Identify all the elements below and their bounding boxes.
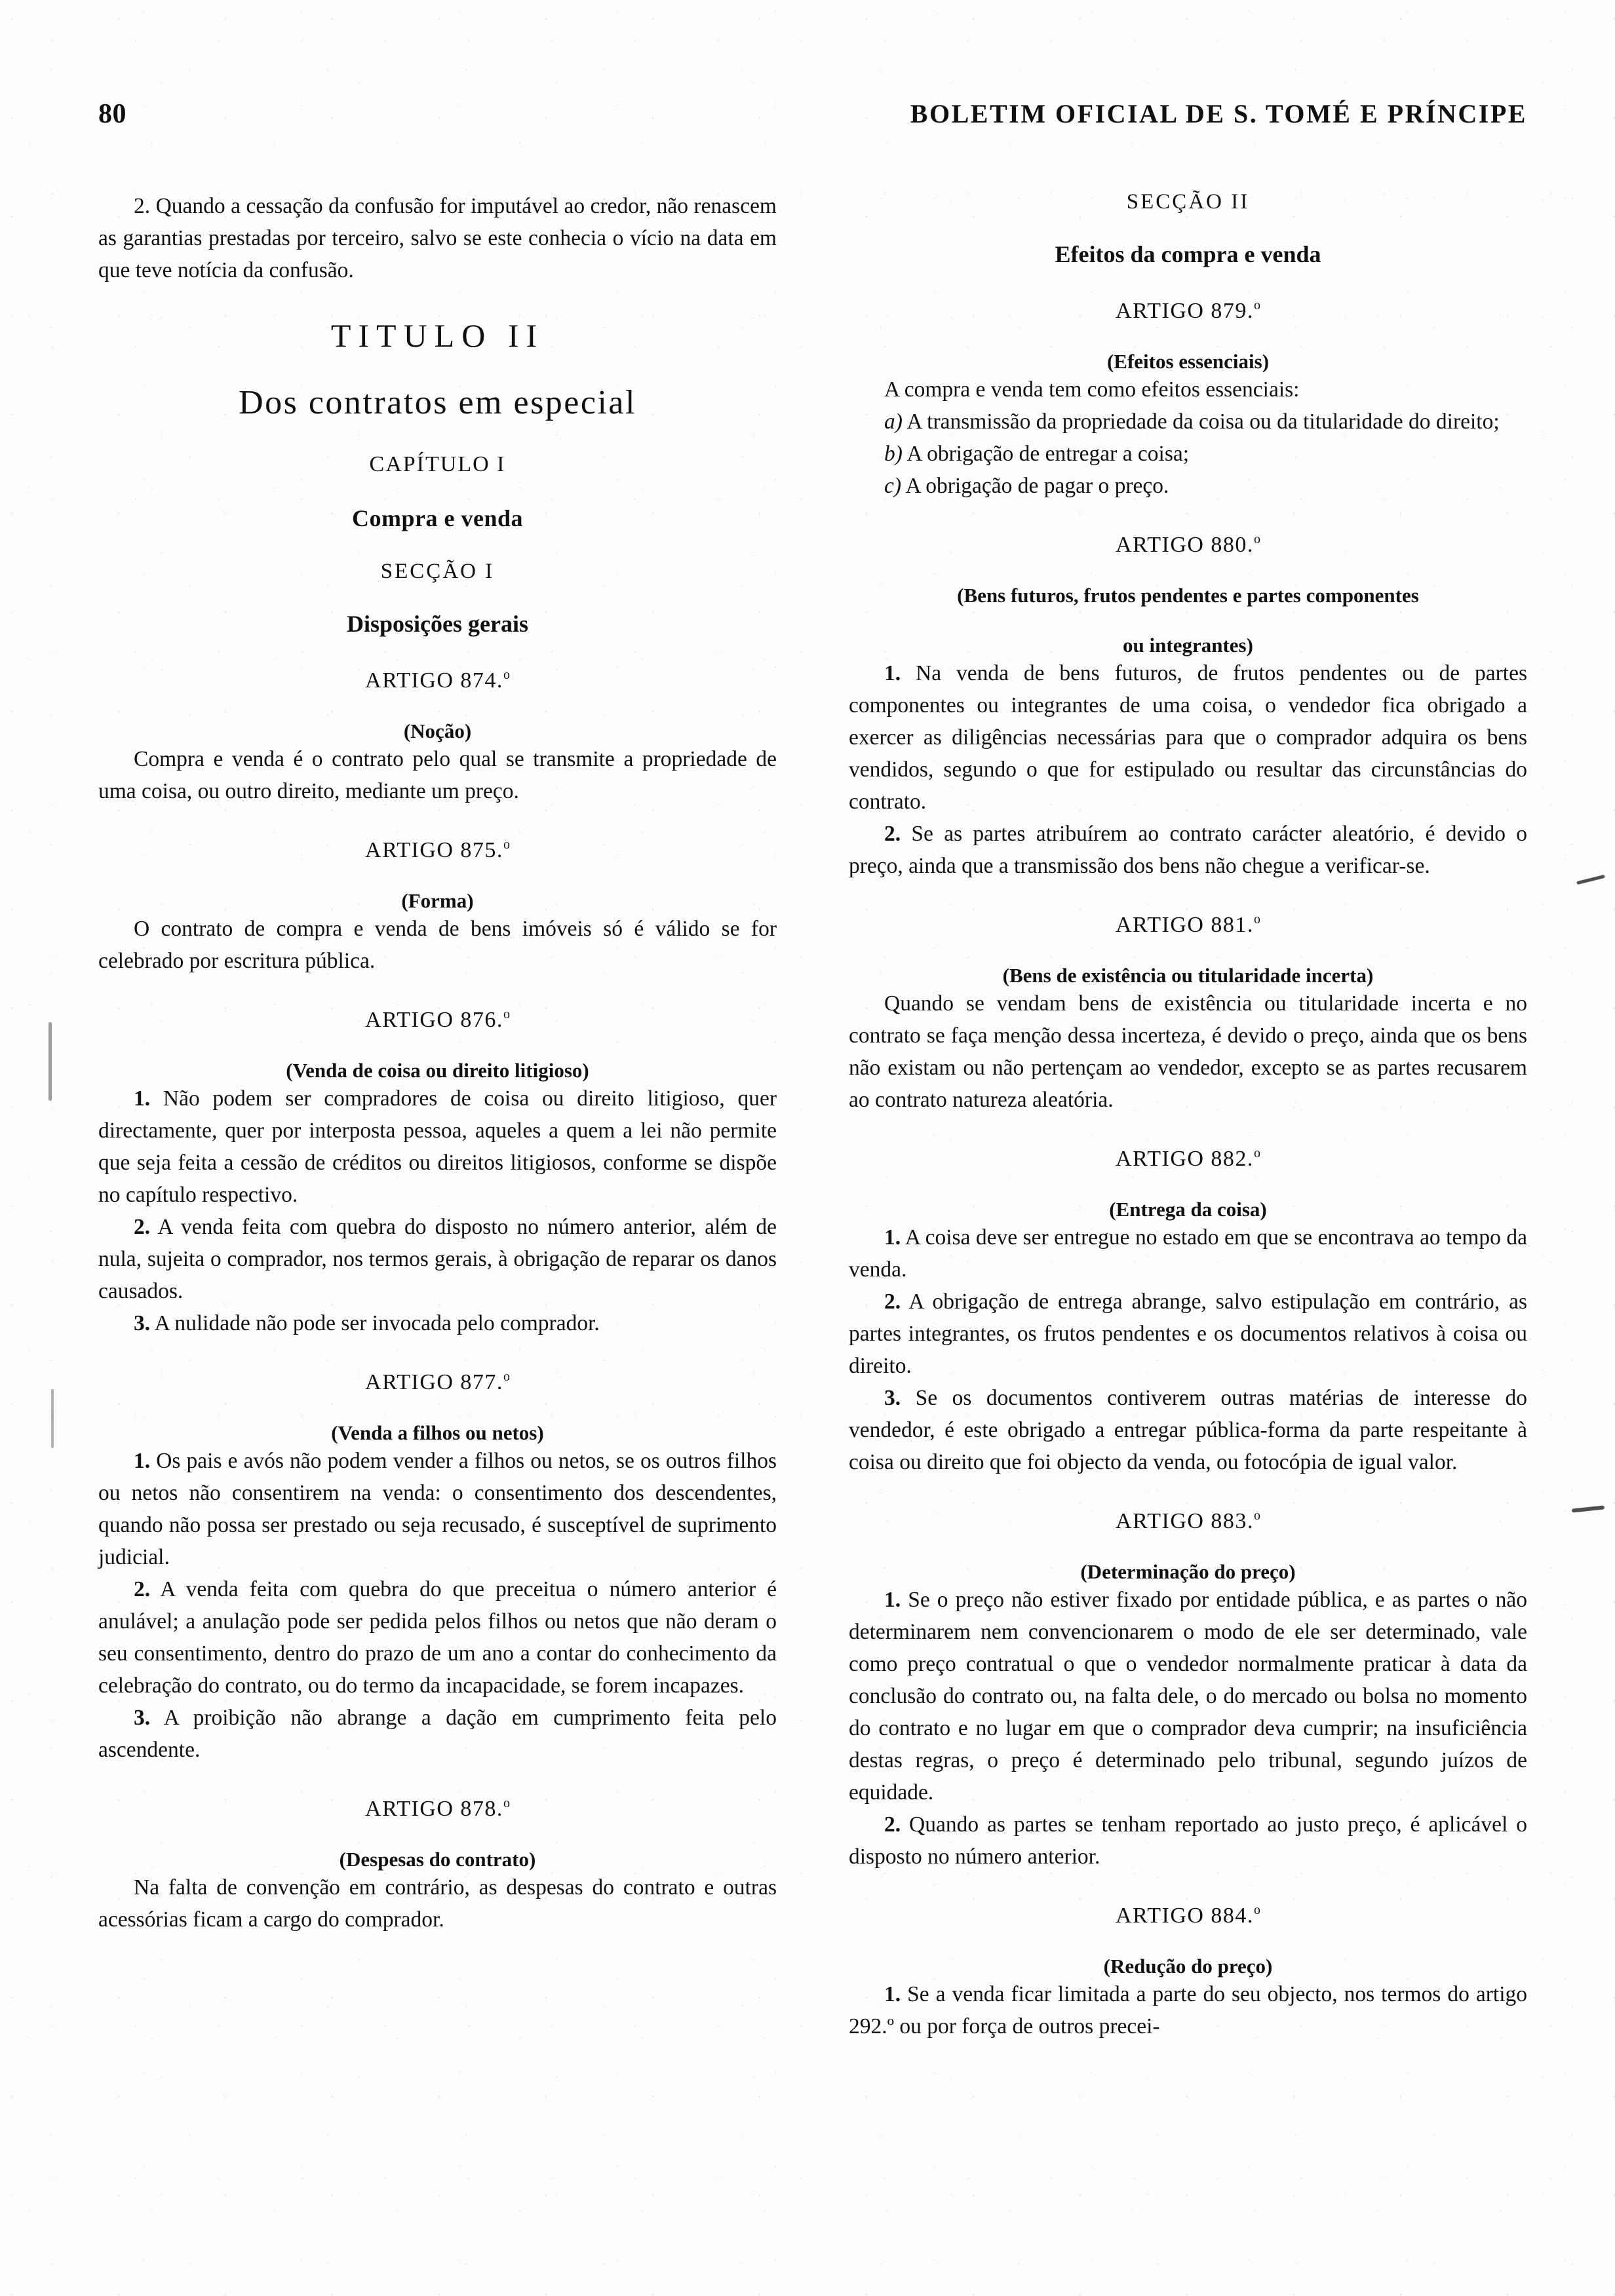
clause-number: 3. bbox=[884, 1386, 901, 1410]
article-body-878: Na falta de convenção em contrário, as despesas do contrato e outras acessórias ficam a cargo do comprador. bbox=[98, 1875, 777, 1932]
clause-text: Se as partes atribuírem ao contrato carácter aleatório, é devido o preço, ainda que a transmissão dos bens não chegue a verificar-se. bbox=[849, 822, 1527, 878]
article-heading-884: ARTIGO 884.$^o$ bbox=[1116, 1903, 1260, 1928]
article-body-881: Quando se vendam bens de existência ou titularidade incerta e no contrato se faça menção dessa incerteza, é devido o preço, ainda que os bens não existam ou não pertençam ao vendedor, excepto se as partes recusarem ao contrato natureza aleatória. bbox=[849, 991, 1527, 1112]
article-heading-883: ARTIGO 883.$^o$ bbox=[1116, 1508, 1260, 1533]
scan-edge-mark bbox=[1572, 1505, 1605, 1512]
chapter-heading: CAPÍTULO I bbox=[369, 452, 506, 476]
article-lead-879: A compra e venda tem como efeitos essenciais: bbox=[884, 377, 1300, 402]
article-body-875: O contrato de compra e venda de bens imóveis só é válido se for celebrado por escritura pública. bbox=[98, 917, 777, 973]
scan-edge-mark bbox=[51, 1389, 54, 1448]
clause-text: Se a venda ficar limitada a parte do seu objecto, nos termos do artigo 292.º ou por força de outros precei- bbox=[849, 1982, 1527, 2038]
article-clause bbox=[849, 1221, 1527, 1286]
section-name-heading-2: Efeitos da compra e venda bbox=[1055, 241, 1321, 267]
article-clause bbox=[849, 657, 1527, 818]
section-heading: SECÇÃO I bbox=[380, 560, 495, 583]
clause-text: A obrigação de pagar o preço. bbox=[901, 474, 1169, 498]
article-epigraph-883: (Determinação do preço) bbox=[1080, 1560, 1296, 1583]
article-clause bbox=[98, 1445, 777, 1573]
page-header bbox=[98, 98, 1527, 130]
article-epigraph-879: (Efeitos essenciais) bbox=[1106, 350, 1270, 373]
clause-number: 1. bbox=[884, 1225, 901, 1250]
clause-number: 1. bbox=[134, 1086, 151, 1111]
article-clause bbox=[98, 1307, 777, 1339]
article-clause bbox=[849, 818, 1527, 882]
two-column-body bbox=[98, 190, 1527, 2234]
clause-number: 1. bbox=[884, 1588, 901, 1612]
scan-edge-mark bbox=[1576, 875, 1605, 885]
clause-text: A obrigação de entregar a coisa; bbox=[902, 442, 1190, 466]
article-epigraph-881: (Bens de existência ou titularidade incerta) bbox=[1002, 964, 1374, 987]
publication-masthead: BOLETIM OFICIAL DE S. TOMÉ E PRÍNCIPE bbox=[910, 99, 1527, 128]
article-clause bbox=[98, 1573, 777, 1702]
title-heading: TITULO II bbox=[330, 317, 545, 354]
clause-text: A venda feita com quebra do disposto no número anterior, além de nula, sujeita o comprador, nos termos gerais, à obrigação de reparar os danos causados. bbox=[98, 1215, 777, 1303]
title-name-heading: Dos contratos em especial bbox=[239, 384, 636, 421]
article-heading-874: ARTIGO 874.$^o$ bbox=[365, 668, 510, 693]
section-heading-2: SECÇÃO II bbox=[1126, 190, 1250, 214]
article-heading-876: ARTIGO 876.$^o$ bbox=[365, 1007, 510, 1032]
article-clause bbox=[849, 1808, 1527, 1873]
clause-number: 2. bbox=[134, 1577, 151, 1601]
left-column bbox=[98, 190, 777, 2234]
article-epigraph-875: (Forma) bbox=[401, 889, 474, 912]
clause-number: 2. bbox=[884, 1812, 901, 1837]
article-clause bbox=[98, 1082, 777, 1211]
article-clause bbox=[849, 1978, 1527, 2042]
article-epigraph-880-line2: ou integrantes) bbox=[1123, 634, 1253, 657]
clause-text: Na venda de bens futuros, de frutos pendentes ou de partes componentes ou integrantes de uma coisa, o vendedor fica obrigado a exercer as diligências necessárias para que o comprador adquira os bens vendidos, segundo o que for estipulado ou resultar das circunstâncias do contrato. bbox=[849, 661, 1527, 814]
clause-text: A transmissão da propriedade da coisa ou da titularidade do direito; bbox=[902, 410, 1500, 434]
clause-text: A obrigação de entrega abrange, salvo estipulação em contrário, as partes integrantes, os frutos pendentes e os documentos relativos à coisa ou direito. bbox=[849, 1290, 1527, 1378]
article-epigraph-884: (Redução do preço) bbox=[1103, 1955, 1273, 1978]
article-epigraph-874: (Noção) bbox=[403, 719, 472, 742]
clause-number: 3. bbox=[134, 1706, 151, 1730]
continued-paragraph: 2. Quando a cessação da confusão for imputável ao credor, não renascem as garantias prestadas por terceiro, salvo se este conhecia o vício na data em que teve notícia da confusão. bbox=[98, 194, 777, 282]
article-lettered-clause bbox=[849, 470, 1527, 502]
scan-edge-mark bbox=[49, 1022, 52, 1101]
clause-number: 2. bbox=[884, 822, 901, 846]
chapter-name-heading: Compra e venda bbox=[352, 505, 523, 531]
clause-letter: c) bbox=[884, 474, 902, 498]
section-name-heading: Disposições gerais bbox=[347, 611, 528, 637]
article-heading-880: ARTIGO 880.$^o$ bbox=[1116, 532, 1260, 557]
clause-text: A venda feita com quebra do que preceitua o número anterior é anulável; a anulação pode ser pedida pelos filhos ou netos que não deram o seu consentimento, dentro do prazo de um ano a contar do conhecimento da celebração do contrato, ou do termo da incapacidade, se forem incapazes. bbox=[98, 1577, 777, 1698]
article-clause bbox=[849, 1584, 1527, 1808]
clause-text: Não podem ser compradores de coisa ou direito litigioso, quer directamente, quer por interposta pessoa, aqueles a quem a lei não permite que seja feita a cessão de créditos ou direitos litigiosos, conforme se dispõe no capítulo respectivo. bbox=[98, 1086, 777, 1207]
article-epigraph-876: (Venda de coisa ou direito litigioso) bbox=[286, 1059, 589, 1082]
clause-text: Quando as partes se tenham reportado ao justo preço, é aplicável o disposto no número anterior. bbox=[849, 1812, 1527, 1869]
article-epigraph-877: (Venda a filhos ou netos) bbox=[331, 1421, 544, 1444]
article-clause bbox=[98, 1211, 777, 1307]
clause-letter: a) bbox=[884, 410, 903, 434]
article-heading-882: ARTIGO 882.$^o$ bbox=[1116, 1146, 1260, 1171]
clause-number: 3. bbox=[134, 1311, 151, 1335]
article-lettered-clause bbox=[849, 438, 1527, 470]
article-epigraph-882: (Entrega da coisa) bbox=[1109, 1198, 1267, 1221]
clause-text: Os pais e avós não podem vender a filhos ou netos, se os outros filhos ou netos não consentirem na venda: o consentimento dos descendentes, quando não possa ser prestado ou seja recusado, é susceptível de suprimento judicial. bbox=[98, 1449, 777, 1569]
clause-number: 1. bbox=[884, 1982, 901, 2006]
clause-number: 2. bbox=[884, 1290, 901, 1314]
article-lettered-clause bbox=[849, 406, 1527, 438]
article-clause bbox=[849, 1382, 1527, 1478]
article-heading-881: ARTIGO 881.$^o$ bbox=[1116, 912, 1260, 937]
clause-number: 1. bbox=[134, 1449, 151, 1473]
article-heading-877: ARTIGO 877.$^o$ bbox=[365, 1369, 510, 1394]
clause-text: Se o preço não estiver fixado por entidade pública, e as partes o não determinarem nem convencionarem o modo de ele ser determinado, vale como preço contratual o que o vendedor normalmente praticar à data da conclusão do contrato ou, na falta dele, o do mercado ou bolsa no momento do contrato e no lugar em que o comprador deva cumprir; na insuficiência destas regras, o preço é determinado pelo tribunal, segundo juízos de equidade. bbox=[849, 1588, 1527, 1805]
page-number: 80 bbox=[98, 99, 126, 129]
article-body-874: Compra e venda é o contrato pelo qual se transmite a propriedade de uma coisa, ou outro direito, mediante um preço. bbox=[98, 747, 777, 803]
clause-number: 2. bbox=[134, 1215, 151, 1239]
article-epigraph-878: (Despesas do contrato) bbox=[339, 1848, 536, 1871]
clause-text: A coisa deve ser entregue no estado em que se encontrava ao tempo da venda. bbox=[849, 1225, 1527, 1282]
right-column bbox=[849, 190, 1527, 2234]
article-clause bbox=[98, 1702, 777, 1766]
article-heading-879: ARTIGO 879.$^o$ bbox=[1116, 298, 1260, 323]
article-heading-875: ARTIGO 875.$^o$ bbox=[365, 837, 510, 862]
article-epigraph-880-line1: (Bens futuros, frutos pendentes e partes componentes bbox=[957, 584, 1419, 607]
clause-text: Se os documentos contiverem outras matérias de interesse do vendedor, é este obrigado a entregar pública-forma da parte respeitante à coisa ou direito que foi objecto da venda, ou fotocópia de igual valor. bbox=[849, 1386, 1527, 1474]
clause-text: A nulidade não pode ser invocada pelo comprador. bbox=[150, 1311, 600, 1335]
article-heading-878: ARTIGO 878.$^o$ bbox=[365, 1796, 510, 1821]
article-clause bbox=[849, 1286, 1527, 1382]
clause-number: 1. bbox=[884, 661, 901, 685]
clause-text: A proibição não abrange a dação em cumprimento feita pelo ascendente. bbox=[98, 1706, 777, 1762]
clause-letter: b) bbox=[884, 442, 903, 466]
